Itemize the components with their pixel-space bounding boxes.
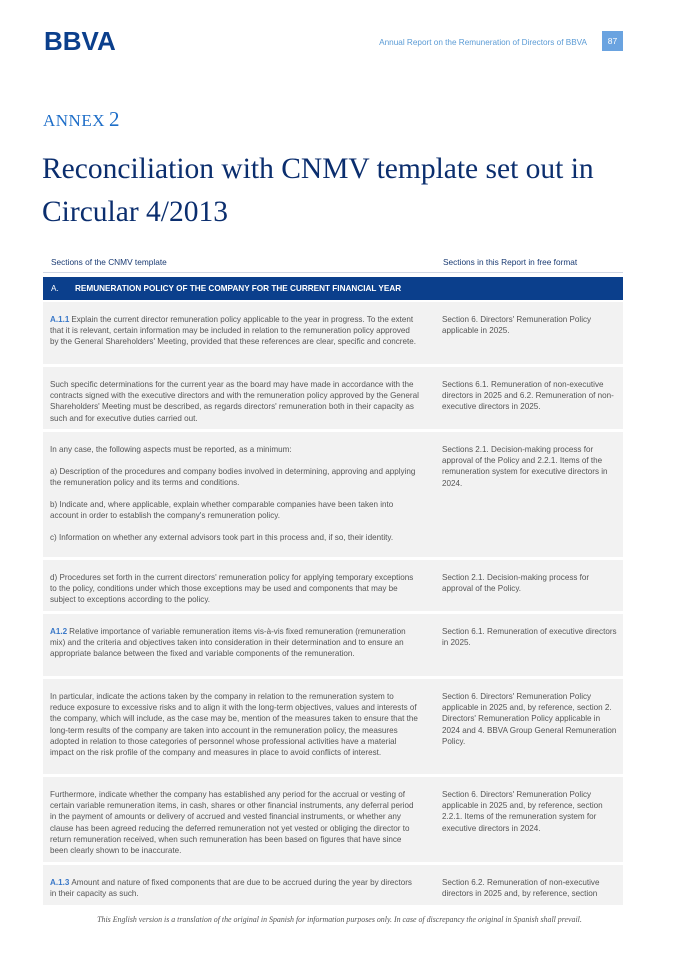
column-header-cnmv: Sections of the CNMV template [51, 257, 167, 267]
row-code: A1.2 [50, 627, 68, 636]
row-text: Furthermore, indicate whether the company has established any period for the accrual or vesting of certain variable remuneration items, in cash, shares or other financial instruments, any deferral period in the payment of amounts or delivery of accrued and vested financial instruments, or whether any clause has been agreed reducing the deferred remuneration not yet vested or obliging the director to return remuneration received, when such remuneration has been based on figures that have since been clearly shown to be inaccurate. [50, 790, 414, 856]
annex-heading [43, 107, 120, 132]
table-row [43, 679, 623, 774]
report-title: Annual Report on the Remuneration of Directors of BBVA [379, 38, 587, 47]
svg-text:BBVA: BBVA [44, 29, 116, 53]
row-text: In any case, the following aspects must be reported, as a minimum: [50, 445, 292, 454]
header-divider [43, 272, 623, 273]
row-right-cell: Section 2.1. Decision-making process for approval of the Policy. [442, 573, 590, 594]
annex-number: 2 [109, 107, 120, 131]
row-left-cell [50, 379, 420, 424]
table-row [43, 614, 623, 676]
row-text: a) Description of the procedures and company bodies involved in determining, approving and applying the remuneration policy and its terms and conditions. [50, 466, 416, 487]
row-code: A.1.1 [50, 315, 70, 324]
row-text: Amount and nature of fixed components that are due to be accrued during the year by directors in their capacity as such. [50, 878, 412, 899]
column-header-report: Sections in this Report in free format [443, 257, 578, 267]
table-row [43, 367, 623, 429]
row-left-cell [50, 444, 420, 543]
table-row [43, 560, 623, 611]
row-text: In particular, indicate the actions taken by the company in relation to the remuneration system to reduce exposure to excessive risks and to align it with the long-term objectives, values and interests of the company, which will include, as the case may be, mention of the measures taken to ensure that the long-term results of the company are taken into account in the remuneration policy, the measures adopted in relation to those categories of personnel whose professional activities have a material impact on the risk profile of the company and measures in place to avoid conflicts of interest. [50, 692, 418, 758]
row-text: Explain the current director remuneration policy applicable to the year in progress. To the extent that it is relevant, certain information may be included in relation to the remuneration policy approved by the General Shareholders' Meeting, provided that these references are clear, specific and concrete. [50, 315, 416, 347]
table-row [43, 302, 623, 364]
page-number: 87 [602, 31, 623, 51]
row-right-cell: Sections 6.1. Remuneration of non-executive directors in 2025 and 6.2. Remuneration of non-executive directors in 2025. [442, 380, 614, 412]
table-row [43, 432, 623, 557]
table-row [43, 865, 623, 905]
row-right-cell: Section 6. Directors' Remuneration Policy applicable in 2025 and, by reference, section 2.2.1. Items of the remuneration system for executive directors in 2024. [442, 790, 603, 833]
row-right-cell: Section 6.2. Remuneration of non-executive directors in 2025 and, by reference, section [442, 878, 600, 899]
row-text: b) Indicate and, where applicable, explain whether comparable companies have been taken into account in order to establish the company's remuneration policy. [50, 499, 394, 520]
footer-disclaimer: This English version is a translation of the original in Spanish for information purposes only. In case of discrepancy the original in Spanish shall prevail. [97, 915, 582, 924]
section-title: REMUNERATION POLICY OF THE COMPANY FOR THE CURRENT FINANCIAL YEAR [75, 284, 402, 293]
row-left-cell [50, 877, 420, 899]
row-text: c) Information on whether any external advisors took part in this process and, if so, their identity. [50, 532, 394, 542]
page-title: Reconciliation with CNMV template set out in Circular 4/2013 [42, 153, 594, 228]
section-letter: A. [51, 284, 59, 293]
row-right-cell: Section 6. Directors' Remuneration Policy applicable in 2025 and, by reference, section 2. Directors' Remuneration Policy applicable in 2024 and 4. BBVA Group General Remuneration Policy. [442, 692, 617, 746]
row-left-cell [50, 691, 420, 758]
row-right-cell: Sections 2.1. Decision-making process for approval of the Policy and 2.2.1. Items of the remuneration system for executive directors in 2024. [442, 445, 608, 488]
row-right-cell: Section 6.1. Remuneration of executive directors in 2025. [442, 627, 617, 648]
row-left-cell [50, 572, 420, 606]
row-left-cell [50, 789, 420, 856]
row-right-cell: Section 6. Directors' Remuneration Policy applicable in 2025. [442, 315, 592, 336]
row-text: Such specific determinations for the current year as the board may have made in accordance with the contracts signed with the executive directors and with the remuneration policy approved by the General Shareholders' Meeting must be described, as regards directors' remuneration both in their capacity as such and for executive duties carried out. [50, 380, 419, 423]
bbva-logo [44, 29, 124, 53]
section-bar-a [43, 277, 623, 300]
row-code: A.1.3 [50, 878, 70, 887]
annex-label: ANNEX [43, 111, 105, 130]
row-text: d) Procedures set forth in the current directors' remuneration policy for applying temporary exceptions to the policy, conditions under which those exceptions may be used and components that may be subject to exceptions according to the policy. [50, 573, 414, 605]
table-row [43, 777, 623, 862]
row-text: Relative importance of variable remuneration items vis-à-vis fixed remuneration (remuneration mix) and the criteria and objectives taken into consideration in their determination and to ensure an appropriate balance between the fixed and variable components of the remuneration. [50, 627, 406, 659]
row-left-cell [50, 314, 420, 348]
row-left-cell [50, 626, 420, 660]
